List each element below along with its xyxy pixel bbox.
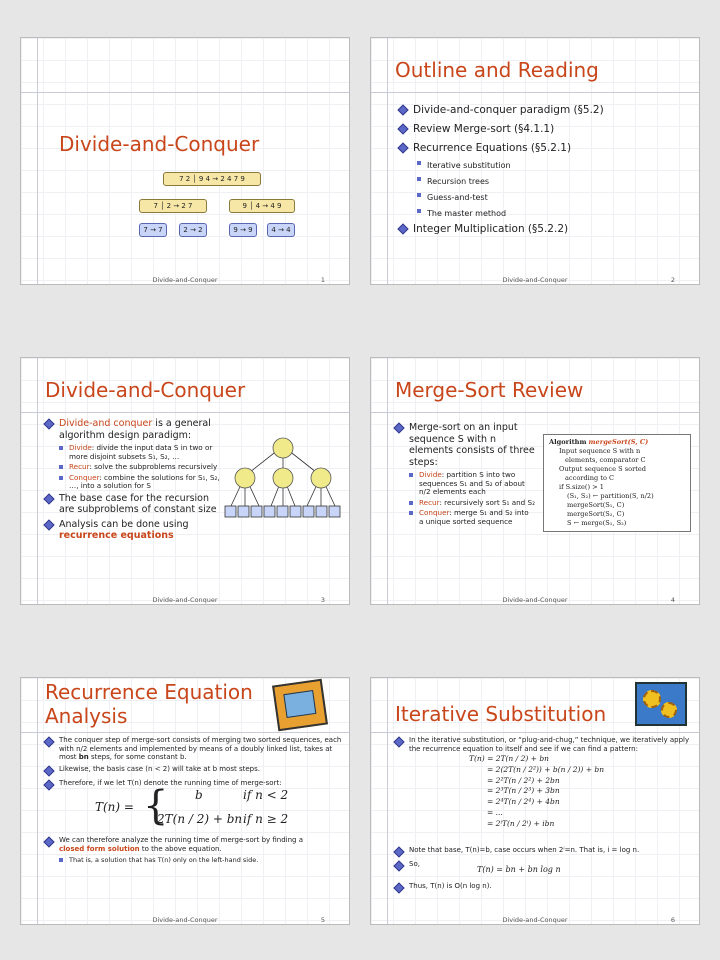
sub-bullet-icon xyxy=(417,161,421,165)
recurrence-equation: T(n) = { b if n < 2 2T(n / 2) + bn if n ≥ 2 xyxy=(95,783,289,829)
slide-title: Outline and Reading xyxy=(395,58,599,82)
tree-leaf: 2 → 2 xyxy=(179,223,207,237)
footer-label: Divide-and-Conquer xyxy=(502,276,568,284)
slide-5: Recurrence Equation Analysis The conquer step of merge-sort consists of merging two sorted sequences, each with n/2 elements and implemented by means of a doubly linked list, takes at most bn steps, for some constant b. Likewise, the basis case (n < 2) will take at b most steps. Therefore, if we let T(n) denote the running time of merge-sort: T(n) = { b if n < 2 2T(n / 2) + bn if n ≥ 2 We can therefore analyze the running time of merge-sort by finding a closed form solution to the above equation. That is, a solution that has T(n) only on the left-hand side. Divide-and-Conquer 5 xyxy=(20,677,350,925)
slide-4: Merge-Sort Review Merge-sort on an input sequence S with n elements consists of three steps: Divide: partition S into two sequences S₁ and S₂ of about n/2 elements each Recur: recursively sort S₁ and S₂ Conquer: merge S₁ and S₂ into a unique sorted sequence Algorithm mergeSort(S, C) Input sequence S with n elements, comparator C Output sequence S sorted according to C if S.size() > 1 (S₁, S₂) ← partition(S, n/2) mergeSort(S₁, C) mergeSort(S₂, C) S ← merge(S₁, S₂) Divide-and-Conquer 4 xyxy=(370,357,700,605)
slide-number: 5 xyxy=(320,916,325,924)
bullet-icon xyxy=(43,418,54,429)
sub-bullet-icon xyxy=(59,476,63,480)
clipart-icon xyxy=(272,679,328,732)
footer-label: Divide-and-Conquer xyxy=(152,916,218,924)
sub-bullet-icon xyxy=(409,501,413,505)
slide-title: Merge-Sort Review xyxy=(395,378,584,402)
substitution-equations: T(n) = 2T(n / 2) + bn = 2(2T(n / 2²)) + b(n / 2)) + bn = 2²T(n / 2²) + 2bn = 2³T(n / 2³) + 3bn = 2⁴T(n / 2⁴) + 4bn = ... = 2ⁱT(n / 2ⁱ) + ibn xyxy=(469,754,605,828)
closed-form-equation: T(n) = bn + bn log n xyxy=(477,865,561,874)
bullet-icon xyxy=(43,779,54,790)
sub-bullet-icon xyxy=(59,465,63,469)
slide-1 xyxy=(20,37,350,285)
bullet-icon xyxy=(393,860,404,871)
bullet-icon xyxy=(43,493,54,504)
footer-label: Divide-and-Conquer xyxy=(152,276,218,284)
slide-title: Divide-and-Conquer xyxy=(59,132,260,156)
bullet-icon xyxy=(397,104,408,115)
sub-bullet-icon xyxy=(59,858,63,862)
slide-title: Iterative Substitution xyxy=(395,702,607,726)
bullet-icon xyxy=(43,836,54,847)
sub-bullet-icon xyxy=(417,177,421,181)
footer-label: Divide-and-Conquer xyxy=(502,596,568,604)
bullet-icon xyxy=(43,765,54,776)
slide-6: Iterative Substitution In the iterative substitution, or “plug-and-chug,” technique, we iteratively apply the recurrence equation to itself and see if we can find a pattern: T(n) = 2T(n / 2) + bn = 2(2T(n / 2²)) + b(n / 2)) + bn = 2²T(n / 2²) + 2bn = 2³T(n / 2³) + 3bn = 2⁴T(n / 2⁴) + 4bn = ... = 2ⁱT(n / 2ⁱ) + ibn Note that base, T(n)=b, case occurs when 2ⁱ=n. That is, i = log n. So, T(n) = bn + bn log n Thus, T(n) is O(n log n). Divide-and-Conquer 6 xyxy=(370,677,700,925)
algorithm-box: Algorithm mergeSort(S, C) Input sequence S with n elements, comparator C Output sequence S sorted according to C if S.size() > 1 (S₁, S₂) ← partition(S, n/2) mergeSort(S₁, C) mergeSort(S₂, C) S ← merge(S₁, S₂) xyxy=(543,434,691,532)
slide-number: 3 xyxy=(320,596,325,604)
slide-number: 2 xyxy=(670,276,675,284)
tree-root: 7 2 │ 9 4 → 2 4 7 9 xyxy=(163,172,261,186)
tree-leaf: 9 → 9 xyxy=(229,223,257,237)
tree-left: 7 │ 2 → 2 7 xyxy=(139,199,207,213)
bullet-icon xyxy=(393,422,404,433)
tree-right: 9 │ 4 → 4 9 xyxy=(229,199,295,213)
slide-title: Recurrence Equation Analysis xyxy=(45,680,253,728)
bullet-icon xyxy=(393,736,404,747)
tree-leaf: 4 → 4 xyxy=(267,223,295,237)
bullet-icon xyxy=(397,142,408,153)
bullet-icon xyxy=(43,519,54,530)
slide-3: Divide-and-Conquer Divide-and conquer is a general algorithm design paradigm: Divide: divide the input data S in two or more disjoint subsets S₁, S₂, … Recur: solve the subproblems recursively Conquer: combine the solutions for S₁, S₂, …, into a solution for S The base case for the recursion are subproblems of constant size Analysis can be done using recurrence equations Divide-and-Conquer 3 xyxy=(20,357,350,605)
recursion-tree-diagram xyxy=(221,436,345,526)
sub-bullet-icon xyxy=(417,193,421,197)
bullet-icon xyxy=(397,223,408,234)
sub-bullet-icon xyxy=(409,511,413,515)
bullet-icon xyxy=(43,736,54,747)
sub-bullet-icon xyxy=(409,473,413,477)
slide-number: 4 xyxy=(670,596,675,604)
tree-leaf: 7 → 7 xyxy=(139,223,167,237)
footer-label: Divide-and-Conquer xyxy=(152,596,218,604)
slide-number: 1 xyxy=(320,276,325,284)
bullet-icon xyxy=(393,882,404,893)
footer-label: Divide-and-Conquer xyxy=(502,916,568,924)
bullet-icon xyxy=(397,123,408,134)
slide-title: Divide-and-Conquer xyxy=(45,378,246,402)
slide-2: Outline and Reading Divide-and-conquer paradigm (§5.2) Review Merge-sort (§4.1.1) Recurrence Equations (§5.2.1) Iterative substitution Recursion trees Guess-and-test The master method Integer Multiplication (§5.2.2) Divide-and-Conquer 2 xyxy=(370,37,700,285)
slide-number: 6 xyxy=(670,916,675,924)
sub-bullet-icon xyxy=(417,209,421,213)
sub-bullet-icon xyxy=(59,446,63,450)
bullet-icon xyxy=(393,846,404,857)
gears-icon xyxy=(635,682,687,726)
